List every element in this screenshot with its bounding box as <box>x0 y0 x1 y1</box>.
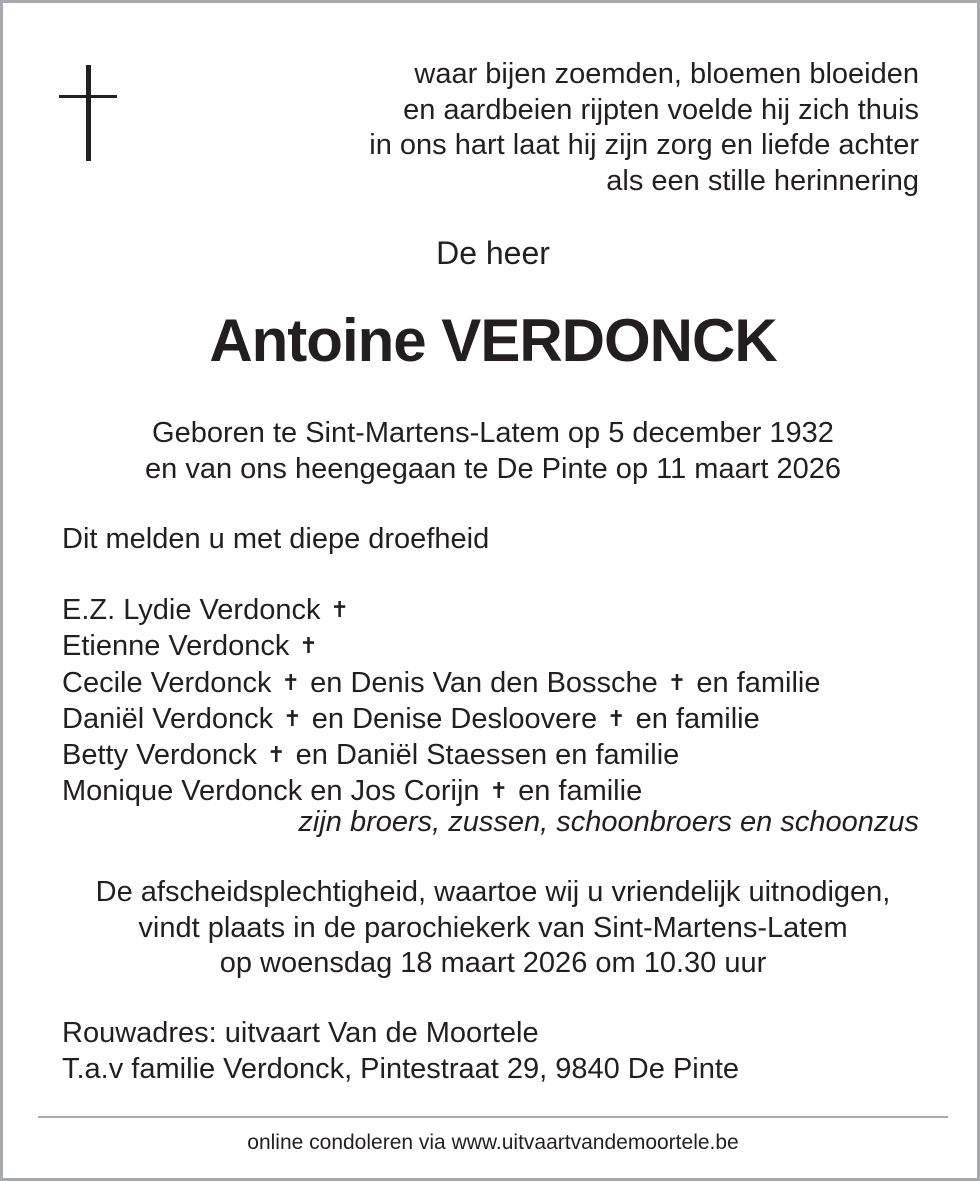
condolence-link[interactable]: online condoleren via www.uitvaartvandemoortele.be <box>247 1131 739 1154</box>
deceased-cross-icon: ✝ <box>281 669 301 695</box>
deceased-cross-icon: ✝ <box>489 778 509 804</box>
deceased-cross-icon: ✝ <box>299 633 318 659</box>
family-name: Etienne Verdonck <box>62 630 290 663</box>
family-name: Monique Verdonck en Jos Corijn <box>62 775 480 808</box>
ceremony-line: op woensdag 18 maart 2026 om 10.30 uur <box>219 947 767 979</box>
deceased-cross-icon: ✝ <box>283 705 302 731</box>
ceremony-info <box>3 875 980 982</box>
family-row <box>62 592 821 628</box>
address-line: Rouwadres: uitvaart Van de Moortele <box>62 1017 539 1049</box>
poem-line: als een stille herinnering <box>606 164 919 197</box>
death-line: en van ons heengegaan te De Pinte op 11 maart 2026 <box>145 453 841 485</box>
family-relation: zijn broers, zussen, schoonbroers en schoonzus <box>298 806 919 838</box>
family-name: Betty Verdonck <box>62 739 258 772</box>
deceased-cross-icon: ✝ <box>267 742 286 768</box>
family-row <box>62 737 821 773</box>
poem-line: en aardbeien rijpten voelde hij zich thuis <box>403 93 919 126</box>
deceased-cross-icon: ✝ <box>667 669 687 695</box>
ceremony-line: De afscheidsplechtigheid, waartoe wij u vriendelijk uitnodigen, <box>95 876 891 908</box>
deceased-cross-icon: ✝ <box>607 705 626 731</box>
family-row <box>62 701 821 737</box>
family-partner: en Daniël Staessen en familie <box>295 739 680 772</box>
poem <box>369 57 919 199</box>
family-partner: en Denise Desloovere <box>311 702 598 735</box>
poem-line: in ons hart laat hij zijn zorg en liefde achter <box>369 129 919 161</box>
family-name: Cecile Verdonck <box>62 666 272 699</box>
address-line: T.a.v familie Verdonck, Pintestraat 29, 9840 De Pinte <box>62 1052 740 1085</box>
poem-line: waar bijen zoemden, bloemen bloeiden <box>414 58 919 90</box>
family-name: E.Z. Lydie Verdonck <box>62 594 321 626</box>
birth-line: Geboren te Sint-Martens-Latem op 5 december 1932 <box>152 417 834 449</box>
family-row <box>62 628 821 664</box>
ceremony-line: vindt plaats in de parochiekerk van Sint-Martens-Latem <box>138 911 848 944</box>
family-partner: en Denis Van den Bossche <box>310 666 658 699</box>
divider <box>38 1116 948 1118</box>
life-dates <box>3 415 980 487</box>
mourning-address <box>62 1016 739 1087</box>
family-suffix: en familie <box>518 775 643 808</box>
family-row <box>62 665 821 701</box>
deceased-name: Antoine VERDONCK <box>209 307 777 374</box>
family-suffix: en familie <box>635 702 760 735</box>
announcement: Dit melden u met diepe droefheid <box>62 523 490 555</box>
family-list <box>62 592 821 810</box>
honorific: De heer <box>436 235 550 271</box>
deceased-cross-icon: ✝ <box>330 597 349 622</box>
family-name: Daniël Verdonck <box>62 702 274 735</box>
family-suffix: en familie <box>696 666 821 699</box>
cross-icon <box>59 65 117 161</box>
